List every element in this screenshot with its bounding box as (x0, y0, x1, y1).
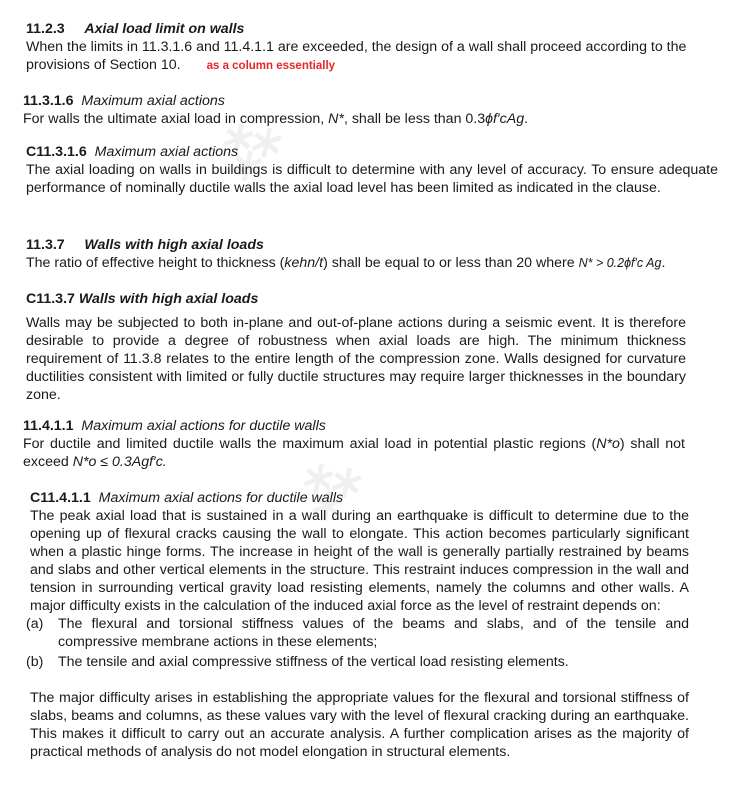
section-title: Walls with high axial loads (84, 237, 264, 253)
section-number: 11.4.1.1 (23, 418, 74, 434)
section-11-3-7 (26, 236, 718, 272)
section-body: Walls may be subjected to both in-plane and out-of-plane actions during a seismic event. It is therefore desirable to provide a degree of robustness when axial loads are high. The minimum thickness requirement of 11.3.8 relates to the entire length of the compression zone. Walls designed for curvature ductilities consistent with limited or fully ductile structures may require larger thicknesses in the boundary zone. (26, 315, 686, 403)
section-title: Maximum axial actions (81, 93, 225, 109)
math-n-star: N* (328, 111, 344, 127)
list-text: The flexural and torsional stiffness values of the beams and slabs, and of the tensile and compressive membrane actions in these elements; (58, 616, 689, 650)
section-heading (26, 143, 718, 161)
list-item (26, 653, 689, 671)
body-text: . (524, 111, 529, 127)
section-title: Axial load limit on walls (84, 21, 245, 37)
body-text: When the limits in 11.3.1.6 and 11.4.1.1 are exceeded, the design of a wall shall proceed according to the provisions of Section 10. (26, 39, 687, 73)
body-text: For walls the ultimate axial load in compression, (23, 111, 329, 127)
math-limit: N*o ≤ 0.3Agf′c. (72, 454, 167, 470)
commentary-c11-3-1-6 (26, 143, 718, 197)
section-body: The peak axial load that is sustained in a wall during an earthquake is difficult to determine due to the opening up of flexural cracks causing the wall to elongate. This action becomes particularly significant when a plastic hinge forms. The increase in height of the wall is generally partially restrained by beams and slabs and other vertical elements in the structure. This restraint induces compression in the wall and tension in surrounding vertical gravity load resisting elements, namely the columns and other walls. A major difficulty exists in the calculation of the induced axial force as the level of restraint depends on: (30, 508, 689, 614)
body-text: ) shall not exceed (23, 436, 685, 470)
section-number: C11.3.1.6 (26, 144, 87, 160)
body-text: , shall be less than 0.3 (343, 111, 486, 127)
list-label: (a) (26, 616, 44, 632)
section-number: 11.2.3 (26, 21, 65, 37)
section-body (23, 110, 718, 128)
section-heading (30, 489, 689, 507)
commentary-c11-4-1-1 (26, 489, 689, 761)
section-heading (23, 417, 685, 435)
math-no-star: N*o (596, 436, 620, 452)
watermark: ⁂ (284, 443, 376, 534)
list-text: The tensile and axial compressive stiffness of the vertical load resisting elements. (58, 654, 569, 670)
section-11-3-1-6 (23, 92, 718, 128)
section-heading (26, 236, 718, 254)
section-body (23, 435, 685, 471)
section-number: 11.3.7 (26, 237, 65, 253)
list-label: (b) (26, 654, 44, 670)
section-title: Maximum axial actions (94, 144, 239, 160)
section-title: Maximum axial actions for ductile walls (81, 418, 326, 434)
body-text: For ductile and limited ductile walls the maximum axial load in potential plastic regions ( (23, 436, 597, 452)
math-condition: N* > 0.2ϕf′c Ag (578, 256, 662, 270)
section-number: 11.3.1.6 (23, 93, 74, 109)
section-11-2-3 (26, 20, 718, 75)
section-number: C11.4.1.1 (30, 490, 91, 506)
section-heading (26, 20, 718, 38)
list-item (26, 615, 689, 651)
body-text: ) shall be equal to or less than 20 where (323, 255, 579, 271)
section-body (26, 254, 718, 272)
section-number: C11.3.7 (26, 291, 75, 307)
section-11-4-1-1 (23, 417, 685, 471)
watermark: ⁂ (204, 103, 296, 194)
section-heading (26, 290, 686, 308)
commentary-c11-3-7 (26, 290, 686, 404)
math-phi-fc-ag: ϕf′cAg (485, 111, 525, 127)
section-body (26, 38, 718, 75)
handwritten-annotation: as a column essentially (206, 60, 336, 72)
section-title: Maximum axial actions for ductile walls (98, 490, 344, 506)
section-body: The axial loading on walls in buildings is difficult to determine with any level of accuracy. To ensure adequate performance of nominally ductile walls the axial load level has been limited as indicated in the clause. (26, 162, 718, 196)
section-body: The major difficulty arises in establishing the appropriate values for the flexural and torsional stiffness of slabs, beams and columns, as these values vary with the level of flexural cracking during an earthquake. This makes it difficult to carry out an accurate analysis. A further complication arises as the majority of practical methods of analysis do not model elongation in structural elements. (30, 690, 689, 760)
body-text: The ratio of effective height to thickness ( (26, 255, 285, 271)
section-title: Walls with high axial loads (78, 291, 259, 307)
math-ratio: kehn/t (284, 255, 324, 271)
section-heading (23, 92, 718, 110)
body-text: . (661, 255, 666, 271)
